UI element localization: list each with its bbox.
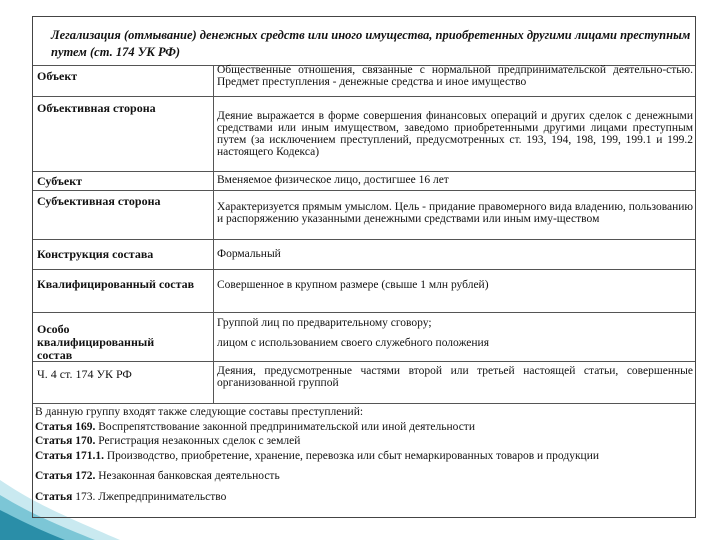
related-articles-intro: В данную группу входят также следующие составы преступлений: [35,406,364,418]
row-text-qualified: Совершенное в крупном размере (свыше 1 млн рублей) [217,279,489,291]
article-text: Производство, приобретение, хранение, перевозка или сбыт немаркированных товаров и продукции [103,449,600,462]
row-text-subjective-side: Характеризуется прямым умыслом. Цель - придание правомерного вида владению, пользованию и распоряжению указанными денежными средствами или иным иму-ществом [217,201,693,225]
row-divider [33,190,695,191]
article-number: Статья 171.1. [35,449,104,462]
row-divider [33,403,695,404]
column-divider [213,65,214,403]
row-text-especially-qualified-2: лицом с использованием своего служебного положения [217,337,489,349]
article-item [35,434,691,449]
row-label-objective-side: Объективная сторона [37,101,156,115]
row-text-part4: Деяния, предусмотренные частями второй или третьей настоящей статьи, совершенные организованной группой [217,365,693,389]
row-label-subject: Субъект [37,174,83,188]
row-label-object: Объект [37,69,78,83]
row-text-especially-qualified-1: Группой лиц по предварительному сговору; [217,317,432,329]
row-text-object: Общественные отношения, связанные с нормальной предпринимательской деятельно-стью. Предмет преступления - денежные средства и иное имущество [217,64,693,88]
article-item [35,449,691,464]
article-item [35,490,691,505]
row-divider [33,239,695,240]
article-number: Статья 172. [35,470,96,482]
article-text: 173. Лжепредпринимательство [72,490,227,503]
article-text: Незаконная банковская деятельность [95,470,280,482]
row-label-construction: Конструкция состава [37,247,154,261]
article-number: Статья 169. [35,420,96,433]
article-number: Статья 170. [35,435,96,447]
related-articles [35,405,691,504]
row-label-qualified: Квалифицированный состав [37,277,195,291]
row-divider [33,171,695,172]
article-item [35,420,691,435]
article-text: Регистрация незаконных сделок с землей [95,435,301,447]
row-label-subjective-side: Субъективная сторона [37,194,161,208]
row-divider [33,269,695,270]
document-title: Легализация (отмывание) денежных средств или иного имущества, приобретенных другими лицами преступным путем (ст. 174 УК РФ) [51,28,691,59]
row-text-subject: Вменяемое физическое лицо, достигшее 16 лет [217,174,449,186]
document-sheet [32,16,696,518]
row-text-objective-side: Деяние выражается в форме совершения финансовых операций и других сделок с денежными средствами или иным имуществом, заведомо приобретенными другими лицами преступным путем (за исключением преступлений, предусмотренных ст. 193, 194, 198, 199, 199.1 и 199.2 настоящего Кодекса) [217,110,693,158]
row-divider [33,96,695,97]
article-number: Статья [35,490,73,503]
article-item [35,469,691,484]
article-text: Воспрепятствование законной предпринимательской или иной деятельности [95,420,475,433]
row-label-part4: Ч. 4 ст. 174 УК РФ [37,367,132,381]
row-divider [33,312,695,313]
row-label-especially-qualified: Особо квалифицированный состав [37,322,155,362]
row-text-construction: Формальный [217,248,281,260]
